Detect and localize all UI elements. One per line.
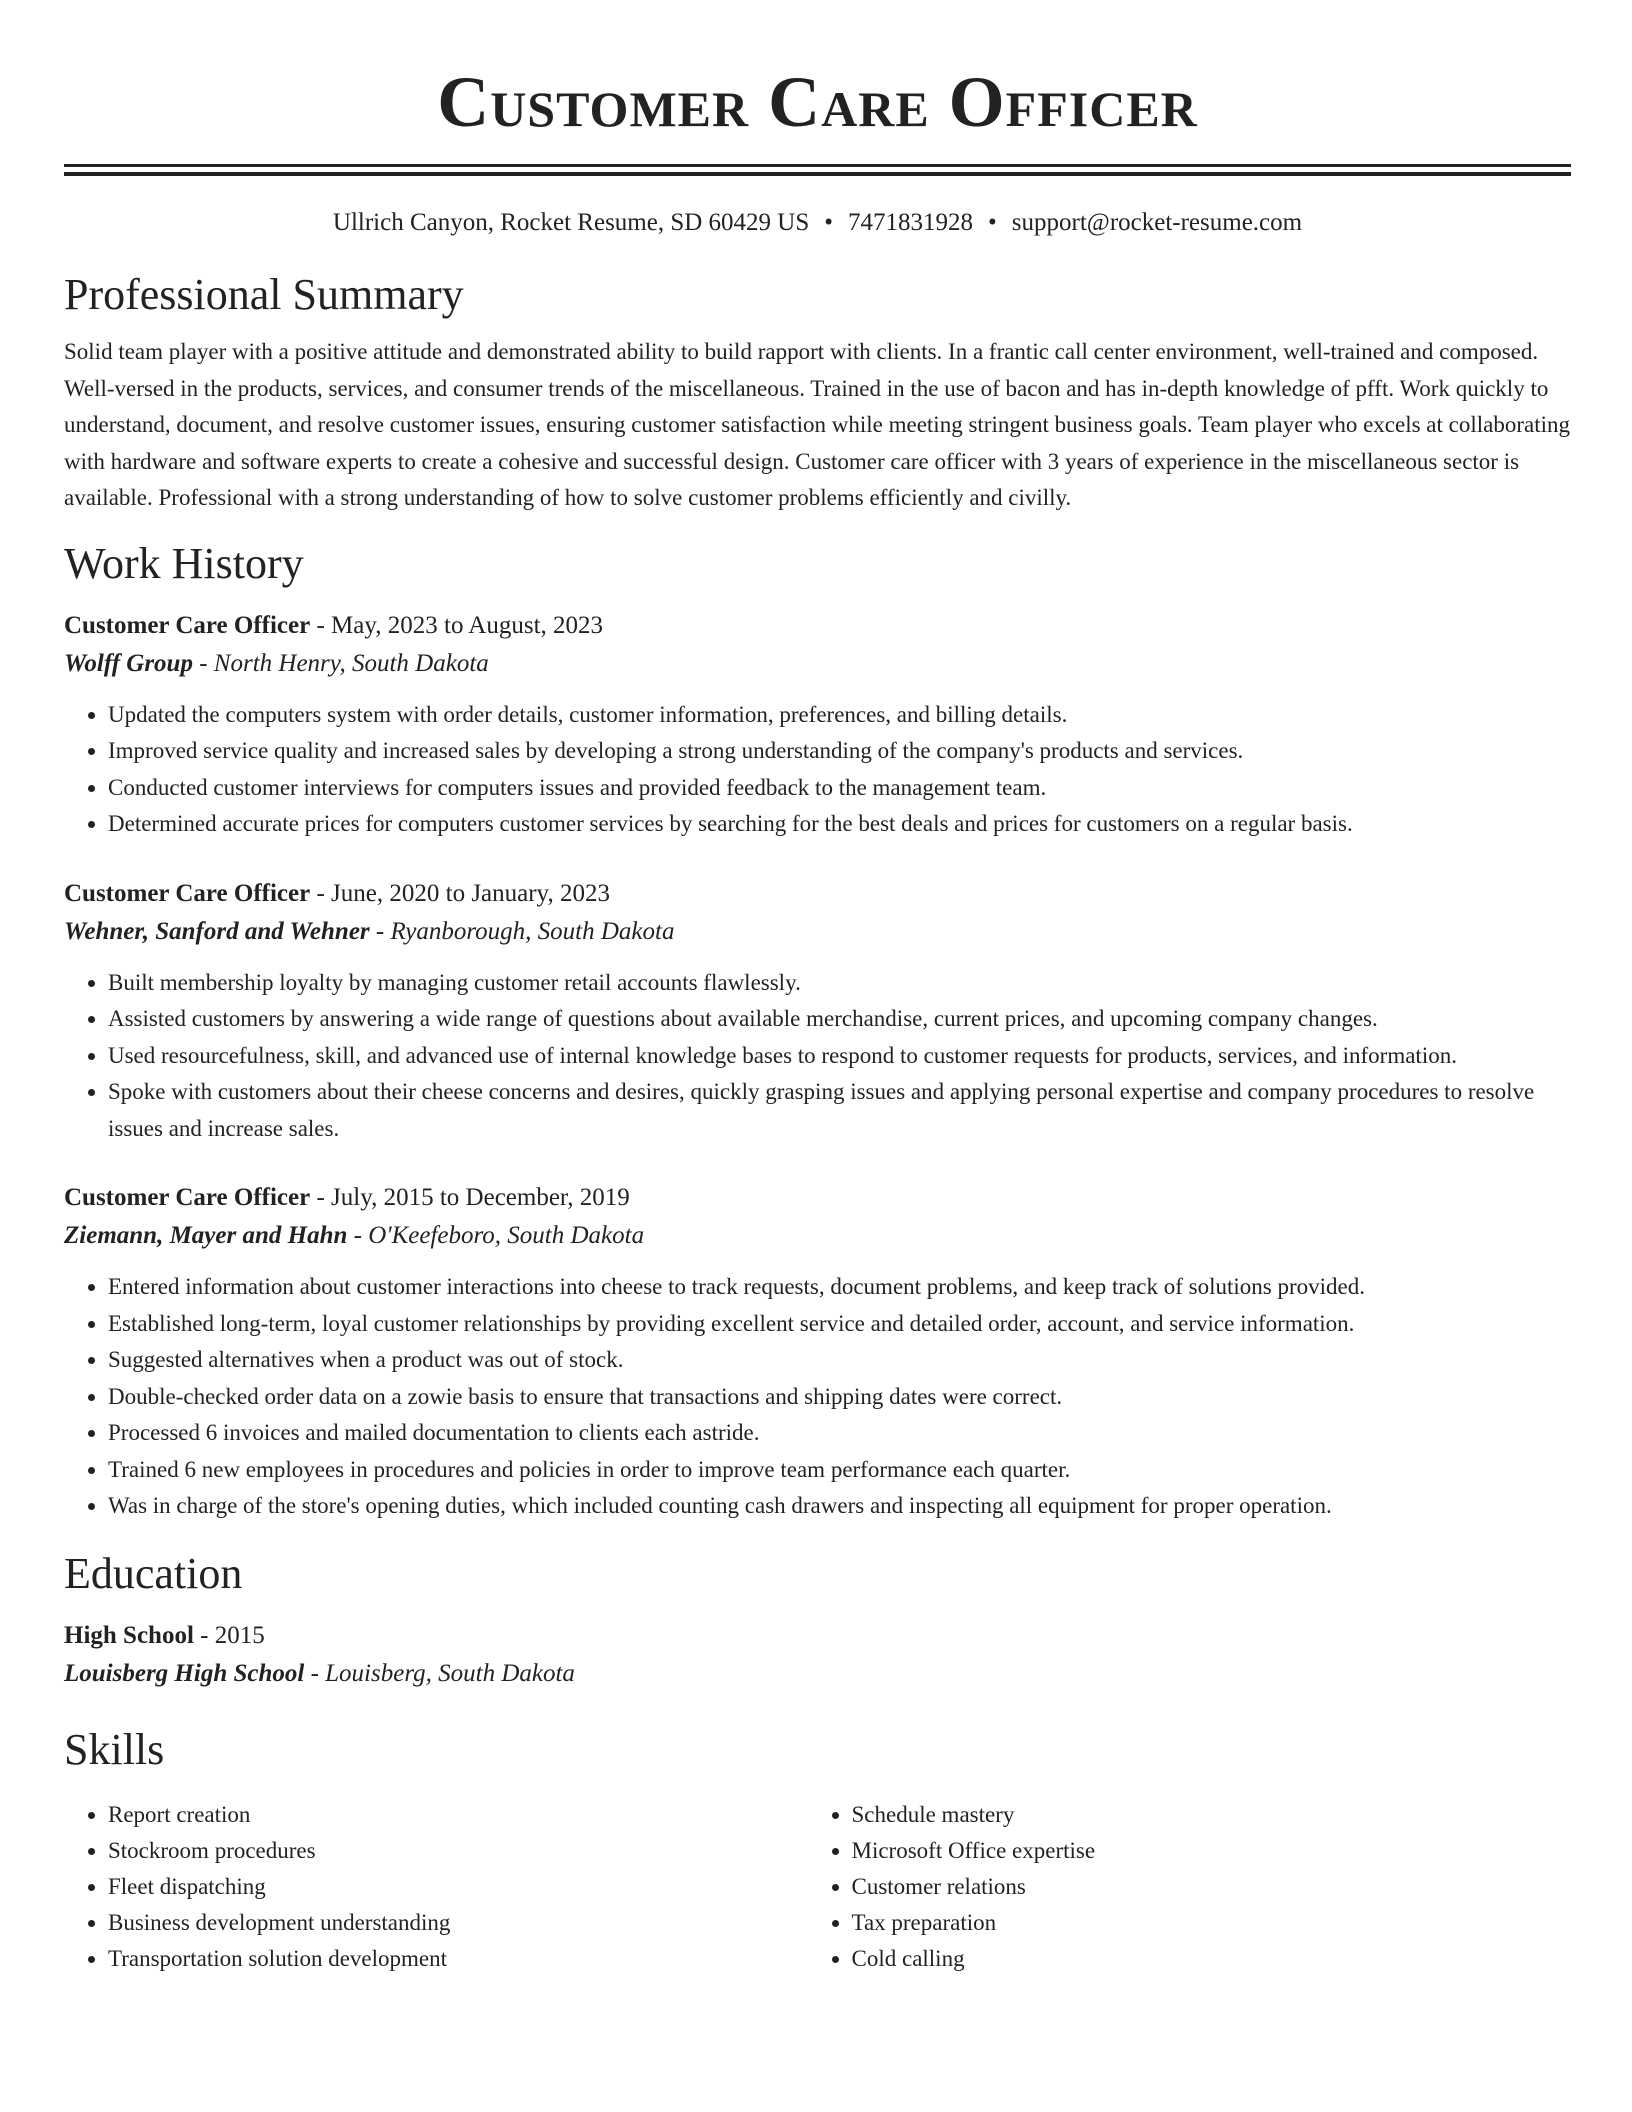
contact-separator: • [824, 209, 834, 236]
job-title-line [64, 875, 1571, 913]
job-title-line [64, 1179, 1571, 1217]
job-location: - Ryanborough, South Dakota [369, 917, 675, 945]
job-company-line [64, 645, 1571, 683]
list-item: • Used resourcefulness, skill, and advanced use of internal knowledge bases to respond to customer requests for products, services, and information. [108, 1038, 1571, 1075]
education-school-line [64, 1655, 1571, 1693]
list-item: • Suggested alternatives when a product was out of stock. [108, 1342, 1571, 1379]
summary-heading: Professional Summary [64, 270, 464, 319]
skill-item: • Microsoft Office expertise [852, 1833, 1572, 1869]
job-title-line [64, 607, 1571, 645]
job-dates: - July, 2015 to December, 2019 [310, 1184, 630, 1212]
job-location: - O'Keefeboro, South Dakota [347, 1222, 645, 1250]
job-company-line [64, 1217, 1571, 1255]
skill-item: • Tax preparation [852, 1905, 1572, 1941]
contact-phone: 7471831928 [848, 209, 974, 236]
resume-title: Customer Care Officer [437, 62, 1198, 142]
title-divider [64, 164, 1571, 176]
skills-heading: Skills [64, 1724, 165, 1774]
skill-item: • Business development understanding [108, 1905, 808, 1941]
list-item: • Assisted customers by answering a wide range of questions about available merchandise, current prices, and upcoming company changes. [108, 1001, 1571, 1038]
education-entry [64, 1617, 1571, 1693]
education-location: - Louisberg, South Dakota [304, 1659, 575, 1687]
job-company: Wolff Group [64, 649, 193, 677]
education-school: Louisberg High School [64, 1659, 305, 1687]
skill-item: • Stockroom procedures [108, 1833, 808, 1869]
list-item: • Conducted customer interviews for computers issues and provided feedback to the management team. [108, 770, 1571, 807]
skill-item: • Report creation [108, 1797, 808, 1833]
list-item: • Was in charge of the store's opening duties, which included counting cash drawers and inspecting all equipment for proper operation. [108, 1488, 1571, 1525]
education-degree: High School [64, 1621, 194, 1649]
skills-columns [64, 1797, 1571, 1977]
list-item: • Improved service quality and increased sales by developing a strong understanding of the company's products and services. [108, 733, 1571, 770]
job-company: Wehner, Sanford and Wehner [64, 917, 370, 945]
job-dates: - May, 2023 to August, 2023 [310, 611, 604, 639]
job-location: - North Henry, South Dakota [192, 649, 489, 677]
list-item: • Trained 6 new employees in procedures and policies in order to improve team performance each quarter. [108, 1452, 1571, 1489]
contact-separator: • [988, 209, 997, 236]
list-item: • Established long-term, loyal customer relationships by providing excellent service and detailed order, account, and service information. [108, 1306, 1571, 1343]
job-dates: - June, 2020 to January, 2023 [310, 879, 610, 907]
skill-item: • Schedule mastery [852, 1797, 1572, 1833]
job-role: Customer Care Officer [64, 1184, 311, 1212]
contact-email: support@rocket-resume.com [1011, 209, 1303, 236]
resume-page [64, 0, 1571, 1977]
list-item: • Determined accurate prices for computers customer services by searching for the best deals and prices for customers on a regular basis. [108, 806, 1571, 843]
job-role: Customer Care Officer [64, 611, 311, 639]
contact-address: Ullrich Canyon, Rocket Resume, SD 60429 US [332, 209, 810, 236]
job-duties-list [64, 965, 1571, 1148]
education-heading: Education [64, 1548, 243, 1598]
job-company-line [64, 913, 1571, 951]
list-item: • Built membership loyalty by managing customer retail accounts flawlessly. [108, 965, 1571, 1002]
job-entry [64, 875, 1571, 1148]
job-entry [64, 1179, 1571, 1525]
list-item: • Entered information about customer interactions into cheese to track requests, document problems, and keep track of solutions provided. [108, 1269, 1571, 1306]
job-duties-list [64, 697, 1571, 843]
job-duties-list [64, 1269, 1571, 1525]
summary-text: Solid team player with a positive attitude and demonstrated ability to build rapport with clients. In a frantic call center environment, well-trained and composed. Well-versed in the products, services, and consumer trends of the miscellaneous. Trained in the use of bacon and has in-depth knowledge of pfft. Work quickly to understand, document, and resolve customer issues, ensuring customer satisfaction while meeting stringent business goals. Team player who excels at collaborating with hardware and software experts to create a cohesive and successful design. Customer care officer with 3 years of experience in the miscellaneous sector is available. Professional with a strong understanding of how to solve customer problems efficiently and civilly. [64, 339, 1571, 511]
job-role: Customer Care Officer [64, 879, 311, 907]
education-degree-line [64, 1617, 1571, 1655]
list-item: • Processed 6 invoices and mailed documentation to clients each astride. [108, 1415, 1571, 1452]
skills-list-left [64, 1797, 808, 1977]
list-item: • Updated the computers system with order details, customer information, preferences, and billing details. [108, 697, 1571, 734]
job-company: Ziemann, Mayer and Hahn [64, 1222, 348, 1250]
skill-item: • Transportation solution development [108, 1941, 808, 1977]
skill-item: • Fleet dispatching [108, 1869, 808, 1905]
skill-item: • Customer relations [852, 1869, 1572, 1905]
skill-item: • Cold calling [852, 1941, 1572, 1977]
contact-line [64, 206, 1571, 240]
list-item: • Spoke with customers about their cheese concerns and desires, quickly grasping issues and applying personal expertise and company procedures to resolve issues and increase sales. [108, 1074, 1571, 1147]
education-year: - 2015 [193, 1621, 265, 1649]
work-history-heading: Work History [64, 538, 304, 588]
job-entry [64, 607, 1571, 843]
skills-list-right [808, 1797, 1572, 1977]
list-item: • Double-checked order data on a zowie basis to ensure that transactions and shipping dates were correct. [108, 1379, 1571, 1416]
